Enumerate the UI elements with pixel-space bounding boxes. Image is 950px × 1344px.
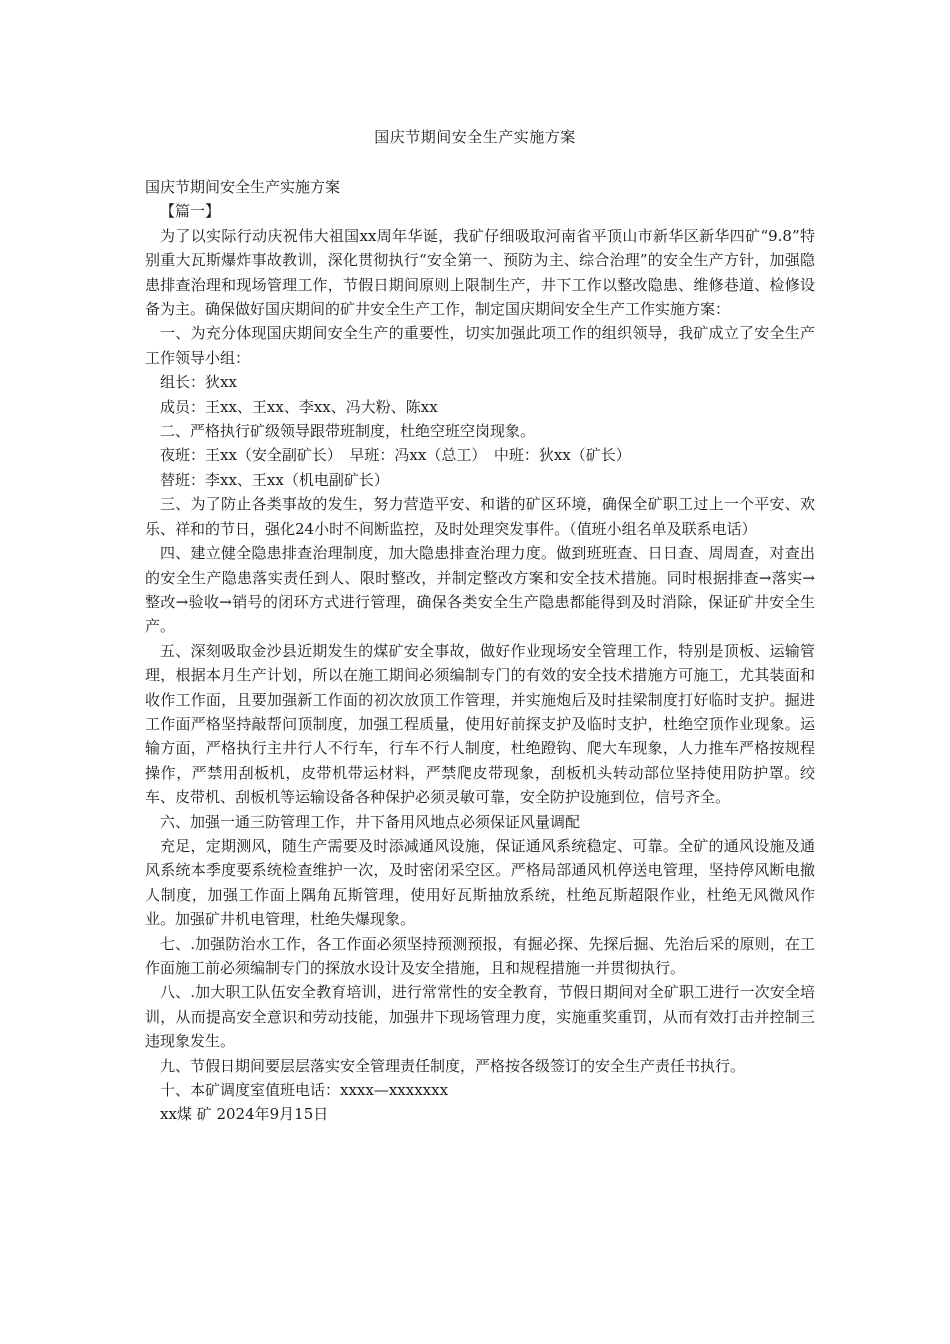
paragraph-intro: 为了以实际行动庆祝伟大祖国xx周年华诞，我矿仔细吸取河南省平顶山市新华区新华四矿“9.8”特别重大瓦斯爆炸事故教训，深化贯彻执行“安全第一、预防为主、综合治理”的安全生产方针，加强隐患排查治理和现场管理工作，节假日期间原则上限制生产，井下工作以整改隐患、维修巷道、检修设备为主。确保做好国庆期间的矿井安全生产工作，制定国庆期间安全生产工作实施方案： <box>145 226 815 319</box>
paragraph-item-4: 四、建立健全隐患排查治理制度，加大隐患排查治理力度。做到班班查、日日查、周周查，对查出的安全生产隐患落实责任到人、限时整改，并制定整改方案和安全技术措施。同时根据排查→落实→整改→验收→销号的闭环方式进行管理，确保各类安全生产隐患都能得到及时消除，保证矿井安全生产。 <box>145 544 815 636</box>
paragraph-item-6-cont: 充足，定期测风，随生产需要及时添减通风设施，保证通风系统稳定、可靠。全矿的通风设施及通风系统本季度要系统检查维护一次，及时密闭采空区。严格局部通风机停送电管理，坚持停风断电撤人制度，加强工作面上隅角瓦斯管理，使用好瓦斯抽放系统，杜绝瓦斯超限作业，杜绝无风微风作业。加强矿井机电管理，杜绝失爆现象。 <box>145 836 815 929</box>
section-label: 【篇一】 <box>160 202 221 221</box>
document-title: 国庆节期间安全生产实施方案 <box>374 128 576 146</box>
paragraph-shifts: 夜班：王xx（安全副矿长） 早班：冯xx（总工） 中班：狄xx（矿长） <box>160 446 631 465</box>
paragraph-item-10: 十、本矿调度室值班电话：xxxx—xxxxxxx <box>160 1081 449 1100</box>
paragraph-item-9: 九、节假日期间要层层落实安全管理责任制度，严格按各级签订的安全生产责任书执行。 <box>160 1056 746 1075</box>
paragraph-item-5: 五、深刻吸取金沙县近期发生的煤矿安全事故，做好作业现场安全管理工作，特别是顶板、运输管理，根据本月生产计划，所以在施工期间必须编制专门的有效的安全技术措施方可施工，尤其装面和收作工作面，且要加强新工作面的初次放顶工作管理，并实施炮后及时挂梁制度打好临时支护。掘进工作面严格坚持敲帮问顶制度，加强工程质量，使用好前探支护及临时支护，杜绝空顶作业现象。运输方面，严格执行主井行人不行车，行车不行人制度，杜绝蹬钩、爬大车现象，人力推车严格按规程操作，严禁用刮板机，皮带机带运材料，严禁爬皮带现象，刮板机头转动部位坚持使用防护罩。绞车、皮带机、刮板机等运输设备各种保护必须灵敏可靠，安全防护设施到位，信号齐全。 <box>145 641 815 807</box>
paragraph-item-8: 八、.加大职工队伍安全教育培训，进行常常性的安全教育，节假日期间对全矿职工进行一次安全培训，从而提高安全意识和劳动技能，加强井下现场管理力度，实施重奖重罚，从而有效打击并控制三违现象发生。 <box>145 983 815 1051</box>
paragraph-item-7: 七、.加强防治水工作，各工作面必须坚持预测预报，有掘必探、先探后掘、先治后采的原则，在工作面施工前必须编制专门的探放水设计及安全措施，且和规程措施一并贯彻执行。 <box>145 934 815 977</box>
paragraph-leader: 组长：狄xx <box>160 373 237 392</box>
paragraph-members: 成员：王xx、王xx、李xx、冯大粉、陈xx <box>160 397 438 416</box>
document-subtitle: 国庆节期间安全生产实施方案 <box>145 178 341 196</box>
paragraph-substitute: 替班：李xx、王xx（机电副矿长） <box>160 470 389 489</box>
paragraph-item-6: 六、加强一通三防管理工作，井下备用风地点必须保证风量调配 <box>160 812 581 831</box>
document-body <box>145 175 815 1127</box>
paragraph-item-1: 一、为充分体现国庆期间安全生产的重要性，切实加强此项工作的组织领导，我矿成立了安全生产工作领导小组： <box>145 324 815 367</box>
paragraph-item-2: 二、严格执行矿级领导跟带班制度，杜绝空班空岗现象。 <box>160 422 536 441</box>
signature-date: xx煤 矿 2024年9月15日 <box>160 1105 329 1124</box>
paragraph-item-3: 三、为了防止各类事故的发生，努力营造平安、和谐的矿区环境，确保全矿职工过上一个平安、欢乐、祥和的节日，强化24小时不间断监控，及时处理突发事件。（值班小组名单及联系电话） <box>145 495 815 538</box>
